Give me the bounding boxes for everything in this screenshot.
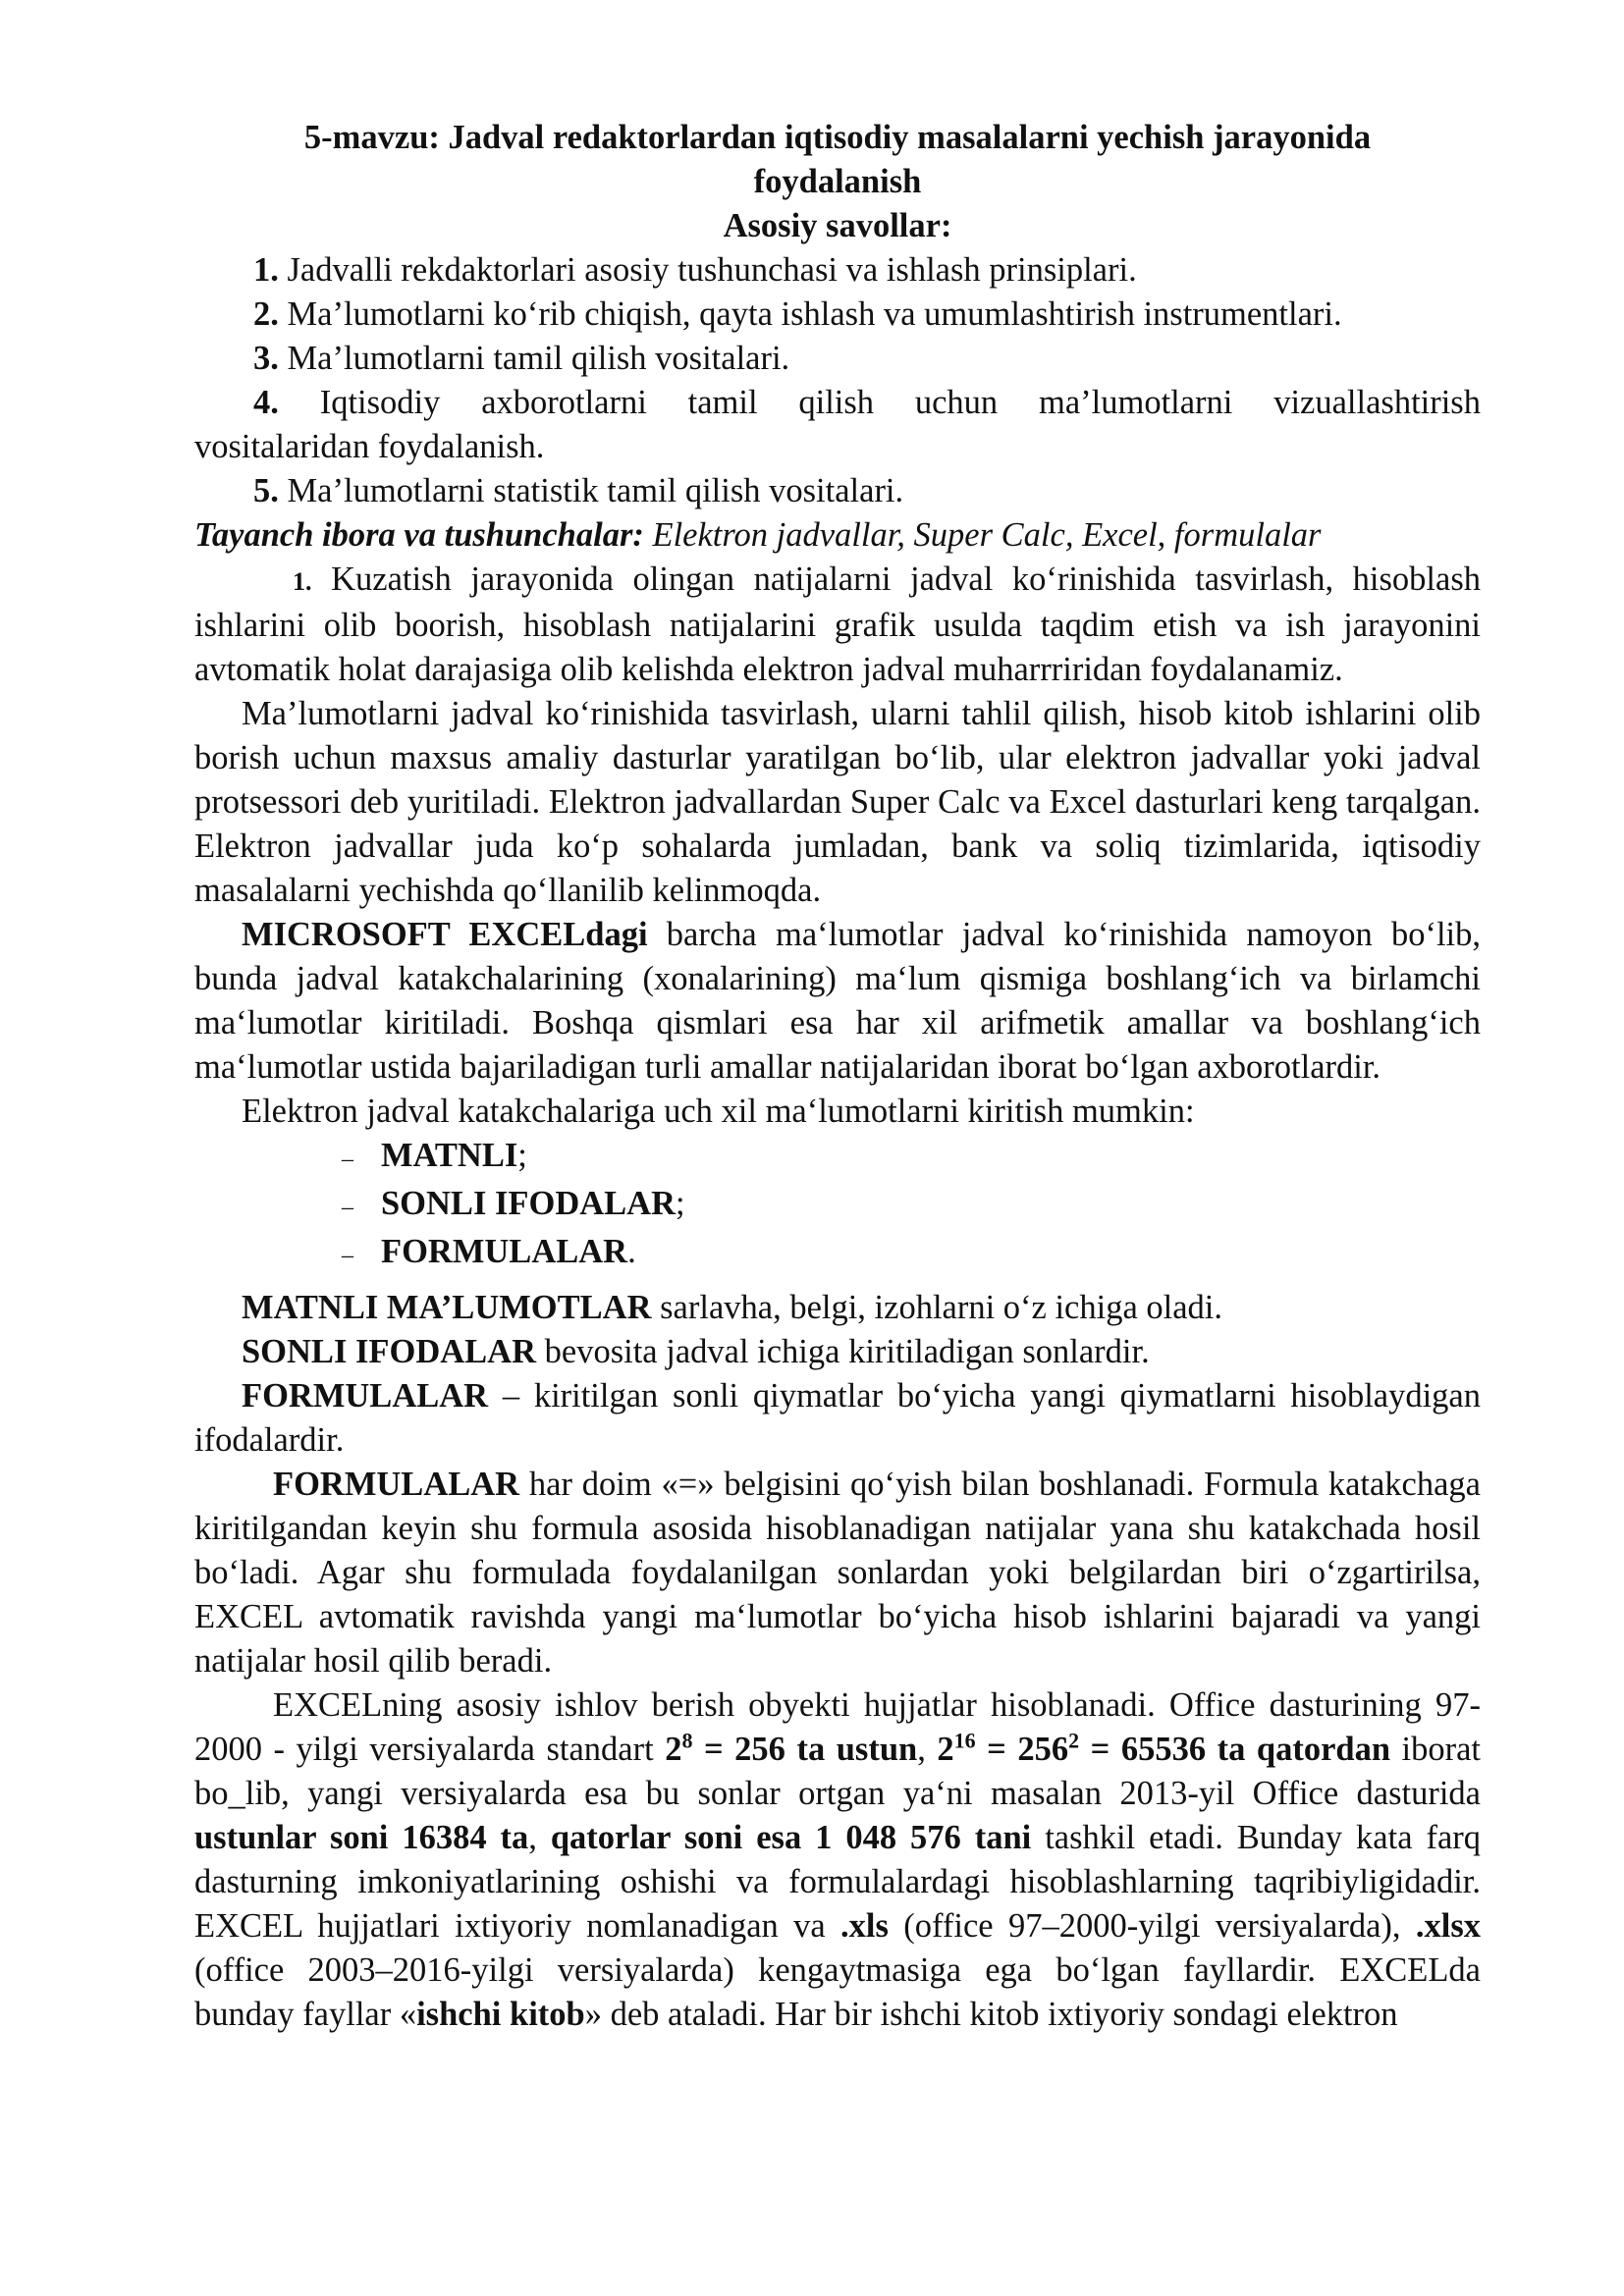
- question-5: 5. Ma’lumotlarni statistik tamil qilish vositalari.: [253, 472, 904, 509]
- question-4-cont: vositalaridan foydalanish.: [194, 428, 545, 465]
- document-page: [194, 116, 1481, 2037]
- paragraph-4: Elektron jadval katakchalariga uch xil ma‘lumotlarni kiritish mumkin:: [242, 1093, 1195, 1130]
- keywords-line: Tayanch ibora va tushunchalar: Elektron jadvallar, Super Calc, Excel, formulalar: [194, 516, 1322, 554]
- list-item: – FORMULALAR .: [342, 1233, 636, 1270]
- list-item: – MATNLI ;: [342, 1137, 527, 1174]
- question-4: 4. Iqtisodiy axborotlarni tamil qilish uchun ma’lumotlarni vizuallashtirish: [253, 384, 1481, 421]
- input-types-list: [194, 1134, 1481, 1278]
- doc-title-line2: foydalanish: [753, 163, 922, 200]
- definition-text: MATNLI MA’LUMOTLAR sarlavha, belgi, izohlarni o‘z ichiga oladi.: [242, 1289, 1222, 1326]
- list-item: – SONLI IFODALAR ;: [342, 1185, 685, 1222]
- question-3: 3. Ma’lumotlarni tamil qilish vositalari.: [253, 340, 790, 377]
- paragraph-5: FORMULALAR har doim «=» belgisini qo‘yish bilan boshlanadi. Formula katakchaga kiritilgandan keyin shu formula asosida hisoblanadigan natijalar yana shu katakchada hosil bo‘ladi. Agar shu formulada foydalanilgan sonlardan yoki belgilardan biri o‘zgartirilsa, EXCEL avtomatik ravishda yangi ma‘lumotlar bo‘yicha hisob ishlarini bajaradi va yangi natijalar hosil qilib beradi.: [194, 1466, 1481, 1680]
- doc-title-line1: 5-mavzu: Jadval redaktorlardan iqtisodiy masalalarni yechish jarayonida: [303, 119, 1372, 156]
- paragraph-6: EXCELning asosiy ishlov berish obyekti hujjatlar hisoblanadi. Office dasturining 97-2000 - yilgi versiyalarda standart $2^8 = 256$ ta ustun, $2^{16} = 256^2 = 65536$ ta qatordan iborat bo_lib, yangi versiyalarda esa bu sonlar ortgan ya‘ni masalan 2013-yil Office dasturida ustunlar soni 16384 ta, qatorlar soni esa 1 048 576 tani tashkil etadi. Bunday kata farq dasturning imkoniyatlarining oshishi va formulalardagi hisoblashlarning taqribiyligidadir. EXCEL hujjatlari ixtiyoriy nomlanadigan va .xls (office 97–2000-yilgi versiyalarda), .xlsx (office 2003–2016-yilgi versiyalarda) kengaytmasiga ega bo‘lgan fayllardir. EXCELda bunday fayllar «ishchi kitob» deb ataladi. Har bir ishchi kitob ixtiyoriy sondagi elektron: [194, 1686, 1482, 2033]
- doc-subtitle: Asosiy savollar:: [723, 207, 952, 244]
- question-2: 2. Ma’lumotlarni ko‘rib chiqish, qayta ishlash va umumlashtirish instrumentlari.: [253, 295, 1342, 333]
- paragraph-1: 1. Kuzatish jarayonida olingan natijalarni jadval ko‘rinishida tasvirlash, hisoblash ishlarini olib boorish, hisoblash natijalarini grafik usulda taqdim etish va ish jarayonini avtomatik holat darajasiga olib kelishda elektron jadval muharrriridan foydalanamiz.: [194, 561, 1481, 688]
- definition-numbers: SONLI IFODALAR bevosita jadval ichiga kiritiladigan sonlardir.: [242, 1333, 1150, 1370]
- paragraph-3: MICROSOFT EXCELdagi barcha ma‘lumotlar jadval ko‘rinishida namoyon bo‘lib, bunda jadval katakchalarining (xonalarining) ma‘lum qismiga boshlang‘ich va birlamchi ma‘lumotlar kiritiladi. Boshqa qismlari esa har xil arifmetik amallar va boshlang‘ich ma‘lumotlar ustida bajariladigan turli amallar natijalaridan iborat bo‘lgan axborotlardir.: [194, 916, 1482, 1086]
- definition-formulas: FORMULALAR – kiritilgan sonli qiymatlar bo‘yicha yangi qiymatlarni hisoblaydigan ifodalardir.: [194, 1377, 1481, 1459]
- question-1: 1. Jadvalli rekdaktorlari asosiy tushunchasi va ishlash prinsiplari.: [253, 251, 1137, 289]
- paragraph-2: Ma’lumotlarni jadval ko‘rinishida tasvirlash, ularni tahlil qilish, hisob kitob ishlarini olib borish uchun maxsus amaliy dasturlar yaratilgan bo‘lib, ular elektron jadvallar yoki jadval protsessori deb yuritiladi. Elektron jadvallardan Super Calc va Excel dasturlari keng tarqalgan. Elektron jadvallar juda ko‘p sohalarda jumladan, bank va soliq tizimlarida, iqtisodiy masalalarni yechishda qo‘llanilib kelinmoqda.: [194, 695, 1481, 909]
